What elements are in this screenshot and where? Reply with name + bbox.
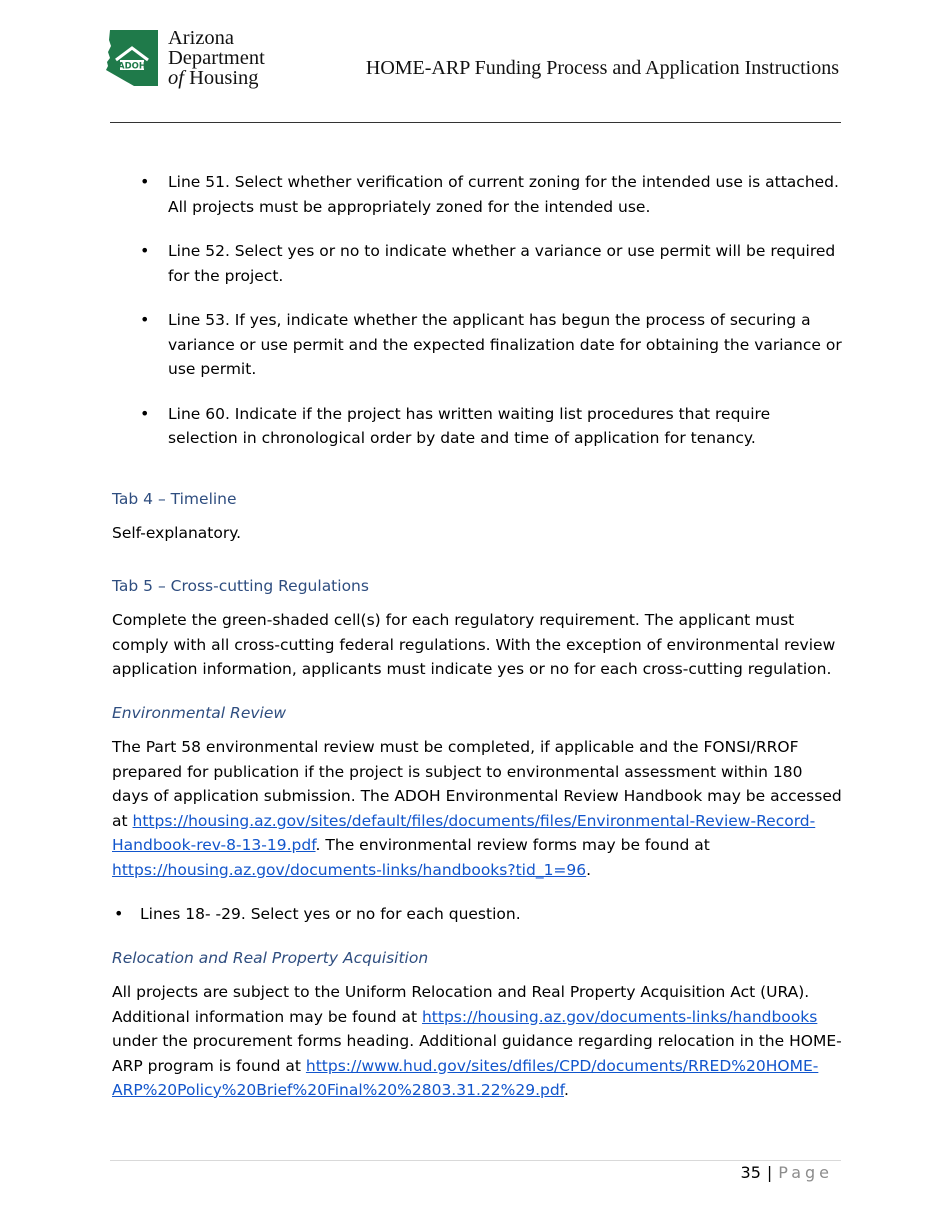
- relocation-text-3: .: [564, 1081, 569, 1099]
- footer-separator: |: [766, 1163, 773, 1182]
- logo-badge-text: ADOH: [118, 61, 146, 72]
- env-handbook-link[interactable]: https://housing.az.gov/sites/default/files/documents/files/Environmental-Review-Record-Handbook-rev-8-13-19.pdf: [112, 811, 816, 854]
- env-text-2: . The environmental review forms may be found at: [315, 836, 710, 854]
- list-item: • Line 60. Indicate if the project has written waiting list procedures that require selection in chronological order by date and time of application for tenancy.: [112, 402, 842, 451]
- tab5-heading: Tab 5 – Cross-cutting Regulations: [112, 576, 369, 595]
- list-item: • Line 51. Select whether verification of current zoning for the intended use is attached. All projects must be appropriately zoned for the intended use.: [112, 170, 842, 219]
- tab4-body: Self-explanatory.: [112, 524, 242, 542]
- relocation-text-2: under the procurement forms heading. Additional guidance regarding relocation in the HOME-ARP program is found at: [112, 1032, 842, 1075]
- page-number: 35: [740, 1163, 761, 1182]
- env-text-3: .: [586, 860, 592, 879]
- tab4-heading: Tab 4 – Timeline: [112, 489, 237, 508]
- adoh-logo: [104, 28, 265, 92]
- logo-line-arizona: Arizona: [168, 27, 235, 49]
- document-header-title: HOME-ARP Funding Process and Application Instructions: [365, 57, 839, 79]
- environmental-review-list: [112, 902, 842, 927]
- logo-line-department: Department: [168, 47, 265, 69]
- logo-line-housing: [168, 68, 265, 88]
- environmental-review-body: [112, 735, 842, 882]
- logo-housing: Housing: [189, 67, 259, 89]
- footer-divider: [110, 1160, 841, 1161]
- env-forms-link[interactable]: https://housing.az.gov/documents-links/handbooks?tid_1=96: [112, 860, 587, 879]
- tab5-body: Complete the green-shaded cell(s) for each regulatory requirement. The applicant must comply with all cross-cutting federal regulations. With the exception of environmental review application information, applicants must indicate yes or no for each cross-cutting regulation.: [112, 611, 836, 678]
- list-item: • Line 53. If yes, indicate whether the applicant has begun the process of securing a variance or use permit and the expected finalization date for obtaining the variance or use permit.: [112, 308, 842, 382]
- hud-policy-brief-link[interactable]: https://www.hud.gov/sites/dfiles/CPD/documents/RRED%20HOME-ARP%20Policy%20Brief%20Final%20%2803.31.22%29.pdf: [112, 1056, 819, 1099]
- environmental-review-heading: Environmental Review: [112, 703, 287, 722]
- relocation-handbooks-link[interactable]: https://housing.az.gov/documents-links/handbooks: [421, 1007, 818, 1026]
- line-instructions-list: [112, 170, 842, 451]
- logo-of: of: [168, 67, 184, 89]
- arizona-state-icon: [104, 28, 160, 88]
- page-label: Page: [778, 1163, 833, 1182]
- header-divider: [110, 122, 841, 123]
- env-text-1: The Part 58 environmental review must be completed, if applicable and the FONSI/RROF prepared for publication if the project is subject to environmental assessment within 180 days of application submission. The ADOH Environmental Review Handbook may be accessed at: [112, 738, 842, 830]
- logo-wordmark: [168, 28, 265, 88]
- relocation-text-1: All projects are subject to the Uniform Relocation and Real Property Acquisition Act (URA). Additional information may be found at: [112, 983, 810, 1026]
- relocation-heading: Relocation and Real Property Acquisition: [112, 948, 429, 967]
- list-item: • Line 52. Select yes or no to indicate whether a variance or use permit will be required for the project.: [112, 239, 842, 288]
- relocation-body: [112, 980, 842, 1103]
- list-item: • Lines 18- -29. Select yes or no for each question.: [112, 902, 842, 927]
- page-footer: [741, 1163, 833, 1182]
- page-content: [112, 170, 842, 1103]
